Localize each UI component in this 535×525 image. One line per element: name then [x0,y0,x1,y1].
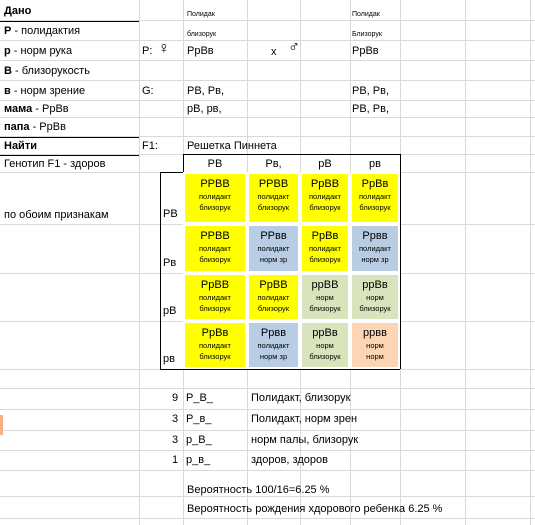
result-genotype: p_в_ [186,454,211,466]
cell-phenotype-1: полидакт [199,293,231,302]
cell-phenotype-1: полидакт [359,244,391,253]
cell-phenotype-1: полидакт [359,192,391,201]
cross-sign: x [271,46,277,58]
gridline [0,40,535,41]
cell-genotype: ppBB [311,279,339,291]
gridline [0,100,535,101]
cell-phenotype-2: близорук [309,255,341,264]
cell-genotype: PpBв [311,230,339,242]
cell-genotype: PpBB [310,178,340,190]
punnett-border [183,154,400,155]
cell-phenotype-2: близорук [309,304,341,313]
punnett-col-header: Pв, [265,158,282,170]
punnett-cell[interactable] [300,172,350,224]
punnett-cell[interactable] [350,321,400,369]
cell-phenotype-2: близорук [257,203,290,212]
parents-label: P: [142,45,153,57]
gametes-label: G: [142,85,154,97]
cell-phenotype-1: полидакт [309,192,341,201]
gridline [530,0,531,525]
result-phenotype: здоров, здоров [251,454,328,466]
gridline [0,470,535,471]
cell-genotype: ppBв [312,327,338,339]
result-count: 3 [172,413,179,425]
mother-phenotype-2: близорук [187,31,217,38]
gridline [0,450,535,451]
punnett-cell[interactable] [247,172,300,224]
punnett-cell[interactable] [183,224,247,273]
result-genotype: P_в_ [186,413,212,425]
cell-genotype: ppBв [362,279,388,291]
given-row: папа - PpBв [4,121,66,133]
male-icon: ♂ [288,39,300,56]
punnett-col-header: pв [369,158,381,170]
cell-genotype: PpBB [200,279,230,291]
cell-phenotype-2: близорук [199,352,231,361]
cell-phenotype-2: близорук [309,203,341,212]
gridline [0,388,535,389]
cell-phenotype-1: полидакт [199,244,231,253]
punnett-cell[interactable] [183,273,247,321]
cell-phenotype-2: норм зр [361,255,389,264]
given-title: Дано [4,5,32,17]
cell-phenotype-1: норм [366,341,384,350]
given-row: B - близорукость [4,65,90,77]
punnett-cell[interactable] [247,224,300,273]
punnett-row-header: Pв [163,257,177,269]
gridline [0,518,535,519]
result-genotype: P_B_ [186,392,213,404]
f1-label: F1: [142,140,158,152]
probability-line: Вероятность 100/16=6.25 % [187,484,330,496]
cell-genotype: Ppвв [260,327,287,339]
female-icon: ♀ [158,40,170,57]
cell-phenotype-1: полидакт [257,341,290,350]
punnett-cell[interactable] [350,172,400,224]
given-row: в - норм зрение [4,85,86,97]
gridline [0,60,535,61]
punnett-cell[interactable] [300,224,350,273]
cell-phenotype-1: норм [366,293,384,302]
cell-genotype: PPBB [200,178,230,190]
punnett-title: Решетка Пиннета [187,140,277,152]
cell-phenotype-2: норм [366,352,384,361]
cell-genotype: PpBв [201,327,229,339]
gridline [465,0,466,525]
conclusion-line: Вероятность рождения хдорового ребенка 6.25 % [187,503,443,515]
punnett-cell[interactable] [183,172,247,224]
punnett-row-header: pв [163,353,175,365]
result-count: 3 [172,434,179,446]
father-gametes-1: PB, Pв, [352,85,390,97]
punnett-cell[interactable] [300,273,350,321]
cell-phenotype-1: полидакт [199,341,231,350]
cell-phenotype-1: полидакт [257,192,290,201]
result-genotype: p_B_ [186,434,212,446]
gridline [0,430,535,431]
cell-phenotype-1: полидакт [199,192,231,201]
cell-phenotype-1: полидакт [309,244,341,253]
mother-gametes-1: PB, Pв, [187,85,225,97]
punnett-cell[interactable] [247,273,300,321]
punnett-row-header: pB [163,305,177,317]
result-phenotype: Полидакт, норм зрен [251,413,358,425]
gridline [0,409,535,410]
cell-phenotype-2: близорук [199,203,231,212]
cell-phenotype-2: близорук [199,255,231,264]
punnett-col-header: pB [318,158,332,170]
punnett-cell[interactable] [247,321,300,369]
cell-genotype: PPBB [258,178,289,190]
punnett-cell[interactable] [350,273,400,321]
given-underline [0,21,139,22]
mother-genotype: PpBв [187,45,214,57]
cell-phenotype-2: близорук [359,304,391,313]
cell-phenotype-1: полидакт [257,244,290,253]
father-gametes-2: PB, Pв, [352,103,390,115]
find-title: Найти [4,140,37,152]
find-underline [0,155,139,156]
cell-genotype: PPBB [200,230,230,242]
find-line-1: Генотип F1 - здоров [4,158,106,170]
find-separator [0,137,139,138]
cell-phenotype-2: норм зр [259,352,288,361]
cell-genotype: PPвв [260,230,287,242]
punnett-row-header: PB [163,208,178,220]
punnett-cell[interactable] [350,224,400,273]
given-row: P - полидактия [4,25,81,37]
cell-phenotype-1: полидакт [257,293,290,302]
mother-gametes-2: pB, pв, [187,103,222,115]
active-row-indicator [0,415,3,435]
result-count: 1 [172,454,179,466]
cell-phenotype-1: норм [316,341,334,350]
punnett-border [160,172,161,369]
gridline [139,0,140,525]
punnett-cell[interactable] [183,321,247,369]
given-row: мама - PpBв [4,103,69,115]
cell-phenotype-1: норм [316,293,334,302]
father-genotype: PpBв [352,45,379,57]
given-row: p - норм рука [4,45,73,57]
cell-phenotype-2: близорук [199,304,231,313]
find-line-2: по обоим признакам [4,209,109,221]
cell-phenotype-2: близорук [309,352,341,361]
result-phenotype: норм палы, близорук [251,434,359,446]
father-phenotype-1: Полидак [352,11,380,18]
cell-phenotype-2: норм зр [259,255,288,264]
punnett-border [400,154,401,369]
cell-genotype: PpBв [361,178,389,190]
cell-genotype: Ppвв [362,230,388,242]
cell-phenotype-2: близорук [359,203,391,212]
mother-phenotype-1: Полидак [187,11,215,18]
result-phenotype: Полидакт, близорук [251,392,351,404]
cell-genotype: ppвв [363,327,387,339]
cell-genotype: PpBB [259,279,288,291]
cell-phenotype-2: близорук [257,304,290,313]
result-count: 9 [172,392,179,404]
father-phenotype-2: Близорук [352,31,382,38]
punnett-col-header: PB [207,158,223,170]
punnett-border [160,369,400,370]
punnett-cell[interactable] [300,321,350,369]
gridline [0,80,535,81]
gridline [0,117,535,118]
